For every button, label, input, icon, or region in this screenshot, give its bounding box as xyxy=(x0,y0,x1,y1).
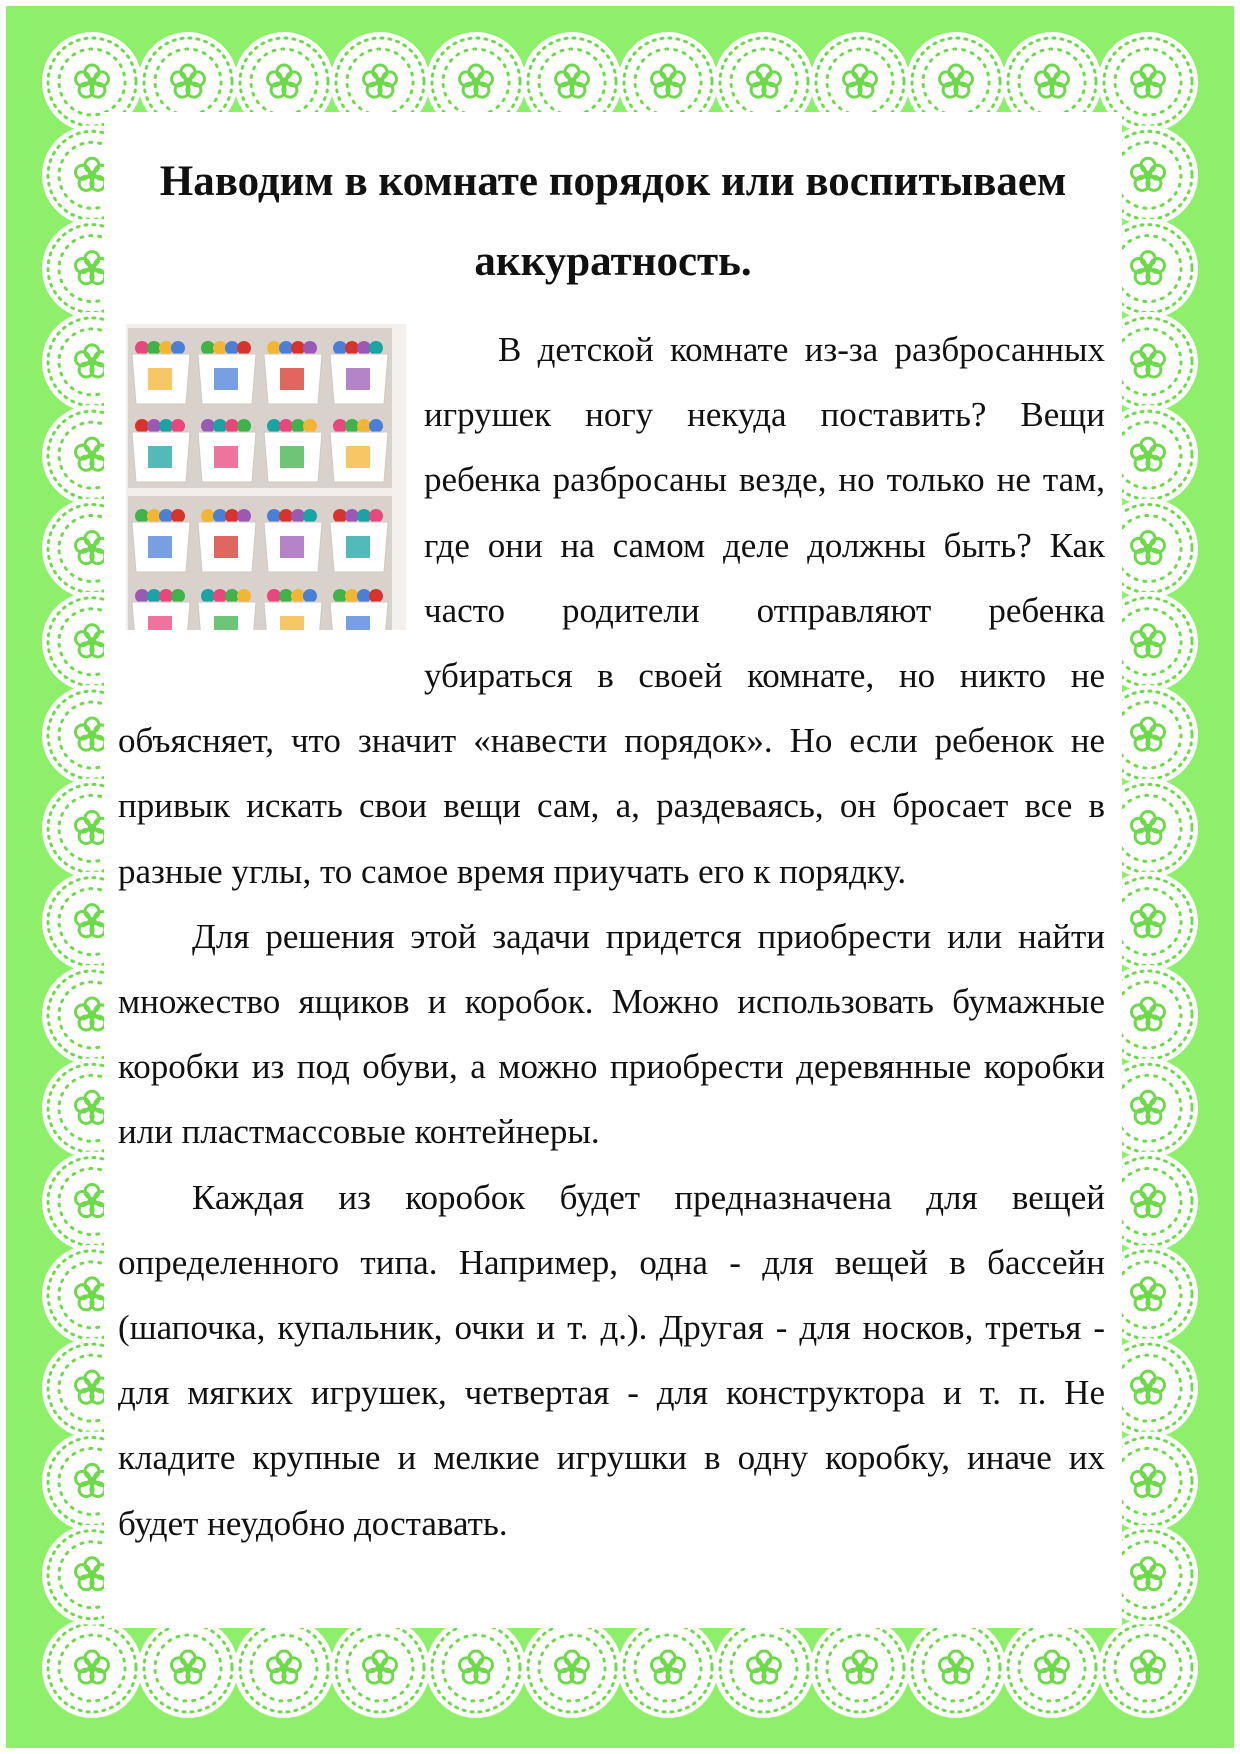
page-title: Наводим в комнате порядок или воспитываем аккуратность. xyxy=(159,158,1067,285)
paragraph-1: В детской комнате из-за разбросанных игрушек ногу некуда поставить? Вещи ребенка разбросаны везде, но только не там, где они на самом деле должны быть? Как часто родители отправляют ребенка убираться в своей комнате, но никто не объясняет, что значит «навести порядок». Но если ребенок не привык искать свои вещи сам, а, раздеваясь, он бросает все в разные углы, то самое время приучать его к порядку. xyxy=(118,330,1105,891)
article-body xyxy=(118,317,1105,1556)
photo-wrap-spacer xyxy=(118,317,424,677)
paragraph-3: Каждая из коробок будет предназначена для вещей определенного типа. Например, одна - для вещей в бассейн (шапочка, купальник, очки и т. д.). Другая - для носков, третья - для мягких игрушек, четвертая - для конструктора и т. п. Не кладите крупные и мелкие игрушки в одну коробку, иначе их будет неудобно доставать. xyxy=(118,1177,1105,1543)
paragraph-2: Для решения этой задачи придется приобрести или найти множество ящиков и коробок. Можно использовать бумажные коробки из под обуви, а можно приобрести деревянные коробки или пластмассовые контейнеры. xyxy=(118,916,1105,1152)
